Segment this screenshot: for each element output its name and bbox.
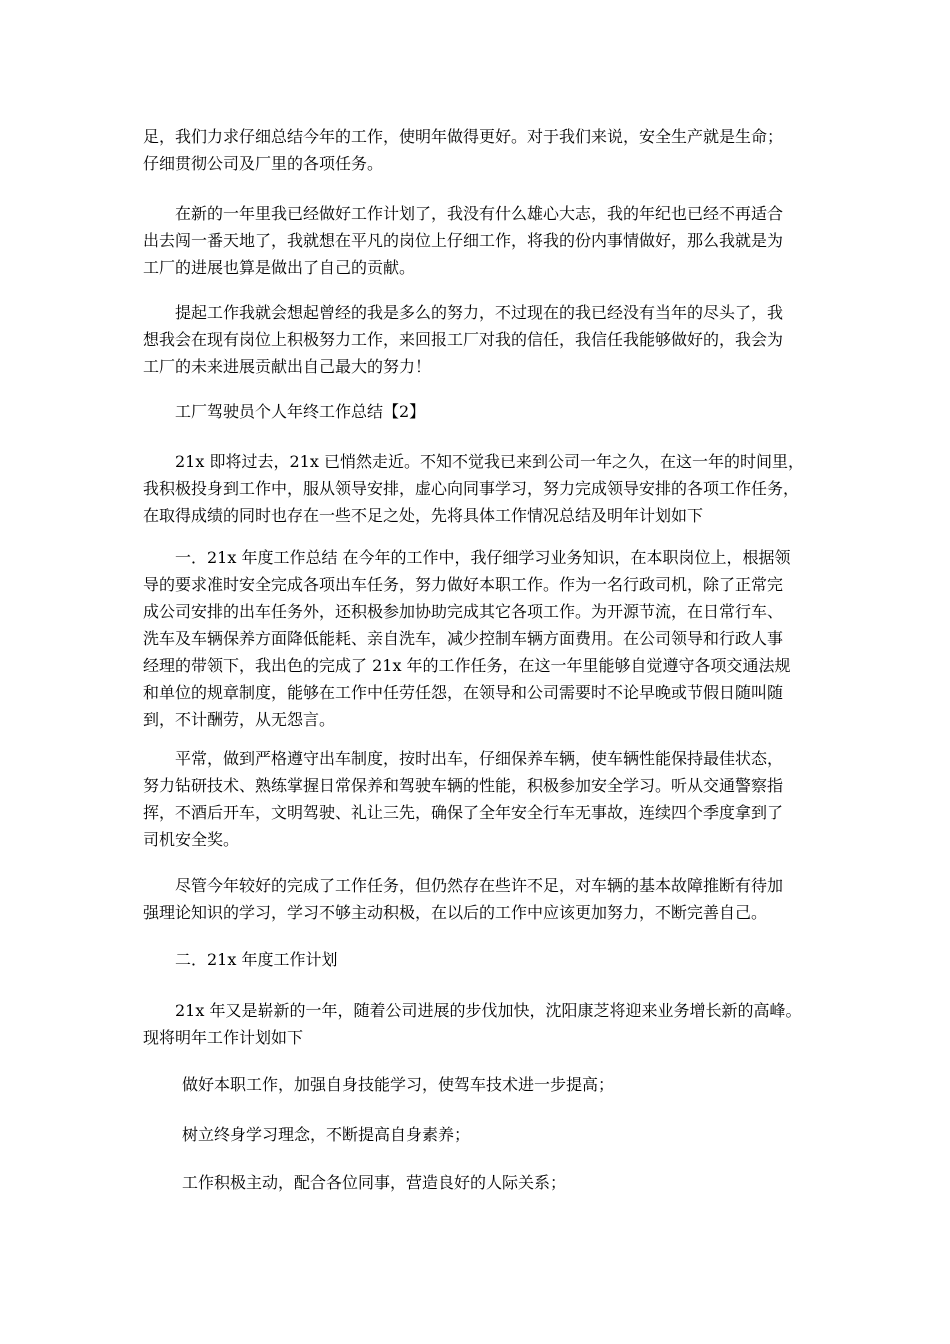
text-line: 努力钻研技术、熟练掌握日常保养和驾驶车辆的性能，积极参加安全学习。听从交通警察指 — [143, 776, 784, 795]
paragraph-plan-intro — [143, 997, 815, 1051]
paragraph-new-year-plan — [143, 200, 815, 281]
heading-text: 工厂驾驶员个人年终工作总结【2】 — [175, 402, 426, 421]
text-line: 工厂的进展也算是做出了自己的贡献。 — [143, 258, 416, 277]
text-line: 在新的一年里我已经做好工作计划了，我没有什么雄心大志，我的年纪也已经不再适合 — [175, 204, 784, 223]
text-line: 洗车及车辆保养方面降低能耗、亲自洗车，减少控制车辆方面费用。在公司领导和行政人事 — [143, 629, 784, 648]
text-line: 经理的带领下，我出色的完成了 21x 年的工作任务，在这一年里能够自觉遵守各项交通法规 — [143, 656, 791, 675]
paragraph-daily-work — [143, 745, 815, 853]
text-line: 尽管今年较好的完成了工作任务，但仍然存在些许不足，对车辆的基本故障推断有待加 — [175, 876, 784, 895]
paragraph-work-summary — [143, 544, 815, 733]
text-line: 强理论知识的学习，学习不够主动积极，在以后的工作中应该更加努力，不断完善自己。 — [143, 903, 768, 922]
text-line: 导的要求准时安全完成各项出车任务，努力做好本职工作。作为一名行政司机，除了正常完 — [143, 575, 784, 594]
text-line: 司机安全奖。 — [143, 830, 240, 849]
paragraph-year-summary-intro — [143, 448, 815, 529]
text-line: 在取得成绩的同时也存在一些不足之处，先将具体工作情况总结及明年计划如下 — [143, 506, 704, 525]
section-heading-plan — [143, 946, 815, 973]
text-line: 平常，做到严格遵守出车制度，按时出车，仔细保养车辆，使车辆性能保持最佳状态， — [175, 749, 784, 768]
text-line: 足，我们力求仔细总结今年的工作，使明年做得更好。对于我们来说，安全生产就是生命； — [143, 127, 784, 146]
paragraph-safety-intro — [143, 123, 815, 177]
text-line: 挥，不酒后开车，文明驾驶、礼让三先，确保了全年安全行车无事故，连续四个季度拿到了 — [143, 803, 784, 822]
section-heading-2 — [143, 398, 815, 425]
text-line: 到，不计酬劳，从无怨言。 — [143, 710, 336, 729]
paragraph-work-effort — [143, 299, 815, 380]
text-line: 成公司安排的出车任务外，还积极参加协助完成其它各项工作。为开源节流，在日常行车、 — [143, 602, 784, 621]
text-line: 21x 年又是崭新的一年，随着公司进展的步伐加快，沈阳康芝将迎来业务增长新的高峰。 — [175, 1001, 802, 1020]
plan-list-item: 树立终身学习理念，不断提高自身素养； — [182, 1125, 471, 1144]
text-line: 一．21x 年度工作总结 在今年的工作中，我仔细学习业务知识，在本职岗位上，根据领 — [175, 548, 791, 567]
text-line: 仔细贯彻公司及厂里的各项任务。 — [143, 154, 384, 173]
text-line: 和单位的规章制度，能够在工作中任劳任怨，在领导和公司需要时不论早晚或节假日随叫随 — [143, 683, 784, 702]
text-line: 21x 即将过去，21x 已悄然走近。不知不觉我已来到公司一年之久，在这一年的时间里， — [175, 452, 804, 471]
plan-list-item: 工作积极主动，配合各位同事，营造良好的人际关系； — [182, 1173, 567, 1192]
paragraph-shortcomings — [143, 872, 815, 926]
heading-text: 二．21x 年度工作计划 — [175, 950, 338, 969]
text-line: 想我会在现有岗位上积极努力工作，来回报工厂对我的信任，我信任我能够做好的，我会为 — [143, 330, 784, 349]
text-line: 出去闯一番天地了，我就想在平凡的岗位上仔细工作，将我的份内事情做好，那么我就是为 — [143, 231, 784, 250]
text-line: 现将明年工作计划如下 — [143, 1028, 304, 1047]
text-line: 我积极投身到工作中，服从领导安排，虚心向同事学习，努力完成领导安排的各项工作任务， — [143, 479, 800, 498]
text-line: 工厂的未来进展贡献出自己最大的努力！ — [143, 357, 432, 376]
plan-list-item: 做好本职工作，加强自身技能学习，使驾车技术进一步提高； — [182, 1075, 615, 1094]
text-line: 提起工作我就会想起曾经的我是多么的努力，不过现在的我已经没有当年的尽头了，我 — [175, 303, 784, 322]
